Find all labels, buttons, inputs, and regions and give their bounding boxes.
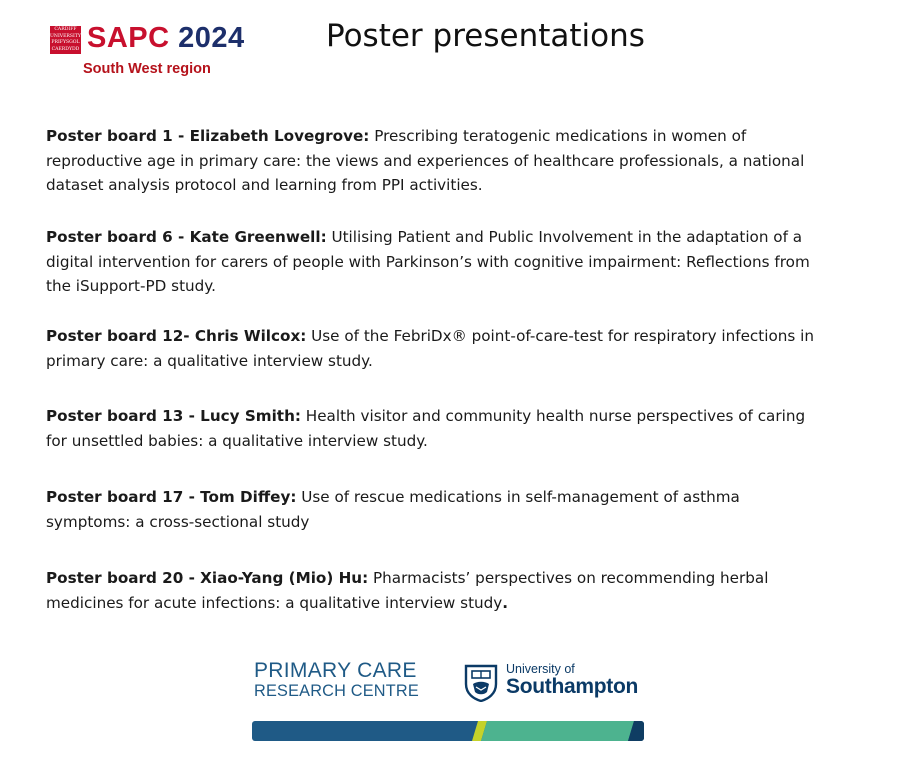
sapc-year: 2024 [178,22,245,54]
poster-entry [46,566,826,615]
cardiff-badge-line: UNIVERSITY [50,33,81,39]
cardiff-university-logo [50,26,81,54]
poster-entry-end: . [502,593,509,612]
footer-color-bar [252,720,644,742]
poster-entry [46,324,826,373]
region-label: South West region [83,61,211,77]
poster-entry-title: Use of rescue medications in self-management of asthma symptoms: a cross-sectional study [46,488,740,531]
sapc-title [87,22,245,55]
poster-entry-lead: Poster board 17 - Tom Diffey: [46,488,297,506]
soton-line-1: University of [506,662,575,676]
cardiff-badge-line: CARDIFF [54,27,77,32]
cardiff-badge-line: PRIFYSGOL [51,40,80,45]
poster-entry-lead: Poster board 6 - Kate Greenwell: [46,228,327,246]
sapc-2024-logo [50,22,280,82]
soton-line-2: Southampton [506,675,639,698]
poster-entry-title: Use of the FebriDx® point-of-care-test for respiratory infections in primary care: a qualitative interview study. [46,327,814,370]
page-title: Poster presentations [326,18,645,54]
poster-entry [46,225,826,299]
cardiff-badge-line: CAERDYDD [51,46,80,52]
poster-entry-lead: Poster board 20 - Xiao-Yang (Mio) Hu: [46,569,369,587]
poster-entry [46,485,826,534]
poster-entry-lead: Poster board 13 - Lucy Smith: [46,407,301,425]
university-of-southampton-logo [506,662,638,698]
university-crest-icon [464,664,498,702]
poster-entry [46,404,826,453]
poster-entry-lead: Poster board 1 - Elizabeth Lovegrove: [46,127,370,145]
poster-entry-title: Prescribing teratogenic medications in women of reproductive age in primary care: the views and experiences of healthcare professionals, a national dataset analysis protocol and learning from PPI activities. [46,127,805,194]
poster-entry-title: Health visitor and community health nurse perspectives of caring for unsettled babies: a qualitative interview study. [46,407,806,450]
poster-entry-title: Utilising Patient and Public Involvement in the adaptation of a digital intervention for carers of people with Parkinson’s with cognitive impairment: Reflections from the iSupport-PD study. [46,228,810,295]
primary-care-research-centre-logo [254,660,444,700]
footer-logos [252,660,644,744]
poster-entry [46,124,826,198]
poster-entry-title: Pharmacists’ perspectives on recommending herbal medicines for acute infections: a qualitative interview study [46,569,769,612]
sapc-label: SAPC [87,22,170,54]
pcrc-line-2: RESEARCH CENTRE [254,682,419,700]
poster-entry-lead: Poster board 12- Chris Wilcox: [46,327,307,345]
pcrc-line-1: PRIMARY CARE [254,659,417,682]
